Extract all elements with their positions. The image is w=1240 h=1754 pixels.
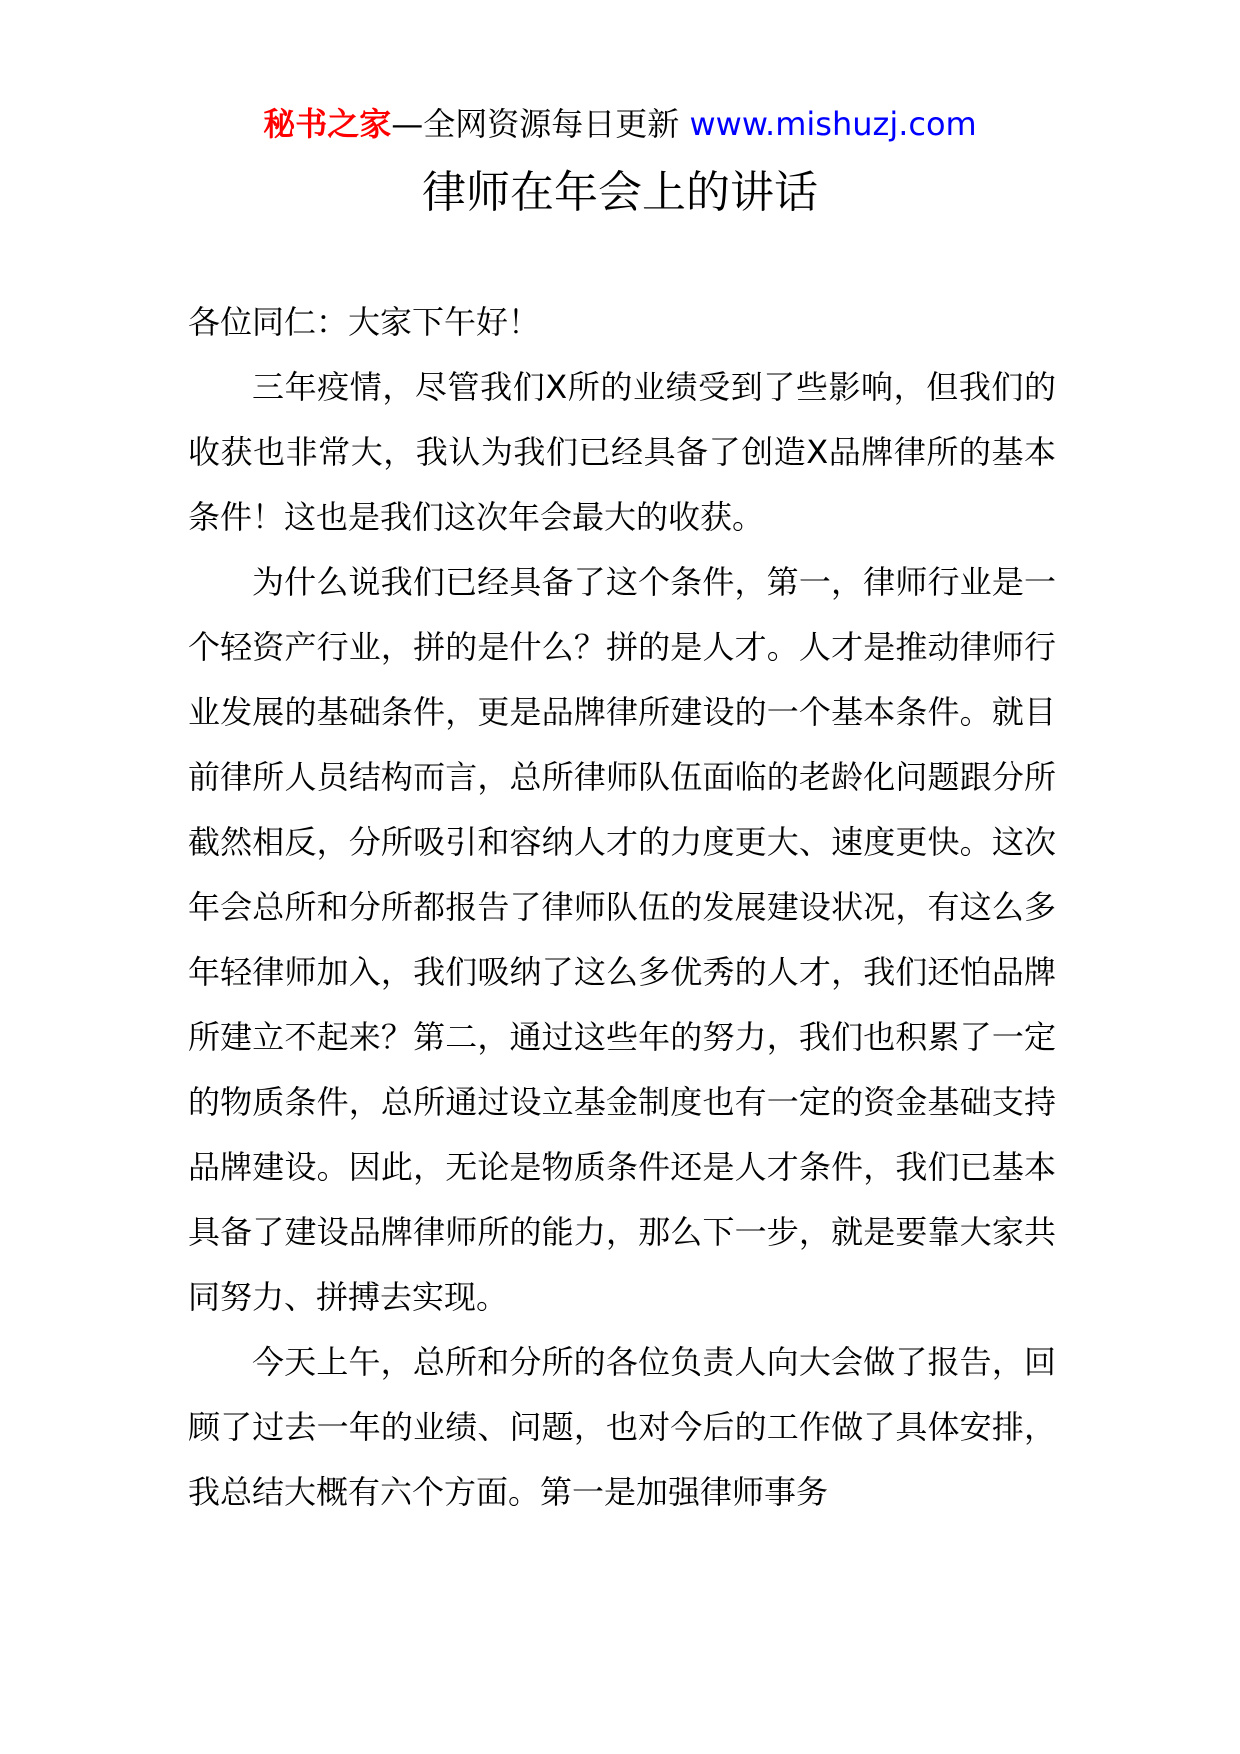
document-title: 律师在年会上的讲话 xyxy=(422,167,818,218)
greeting-paragraph: 各位同仁：大家下午好！ xyxy=(188,303,541,341)
site-url-link[interactable]: www.mishuzj.com xyxy=(689,105,977,143)
site-header-banner xyxy=(0,100,1240,148)
brand-name: 秘书之家 xyxy=(263,105,392,143)
body-paragraph-3: 今天上午，总所和分所的各位负责人向大会做了报告，回顾了过去一年的业绩、问题，也对今后的工作做了具体安排，我总结大概有六个方面。第一是加强律师事务 xyxy=(188,1343,1056,1511)
document-body xyxy=(188,290,1056,1525)
body-paragraph-1: 三年疫情，尽管我们X所的业绩受到了些影响，但我们的收获也非常大，我认为我们已经具备了创造X品牌律所的基本条件！这也是我们这次年会最大的收获。 xyxy=(188,368,1056,536)
body-paragraph-2: 为什么说我们已经具备了这个条件，第一，律师行业是一个轻资产行业，拼的是什么？拼的是人才。人才是推动律师行业发展的基础条件，更是品牌律所建设的一个基本条件。就目前律所人员结构而言，总所律师队伍面临的老龄化问题跟分所截然相反，分所吸引和容纳人才的力度更大、速度更快。这次年会总所和分所都报告了律师队伍的发展建设状况，有这么多年轻律师加入，我们吸纳了这么多优秀的人才，我们还怕品牌所建立不起来？第二，通过这些年的努力，我们也积累了一定的物质条件，总所通过设立基金制度也有一定的资金基础支持品牌建设。因此，无论是物质条件还是人才条件，我们已基本具备了建设品牌律师所的能力，那么下一步，就是要靠大家共同努力、拼搏去实现。 xyxy=(188,563,1056,1316)
header-tagline: —全网资源每日更新 xyxy=(391,105,680,143)
